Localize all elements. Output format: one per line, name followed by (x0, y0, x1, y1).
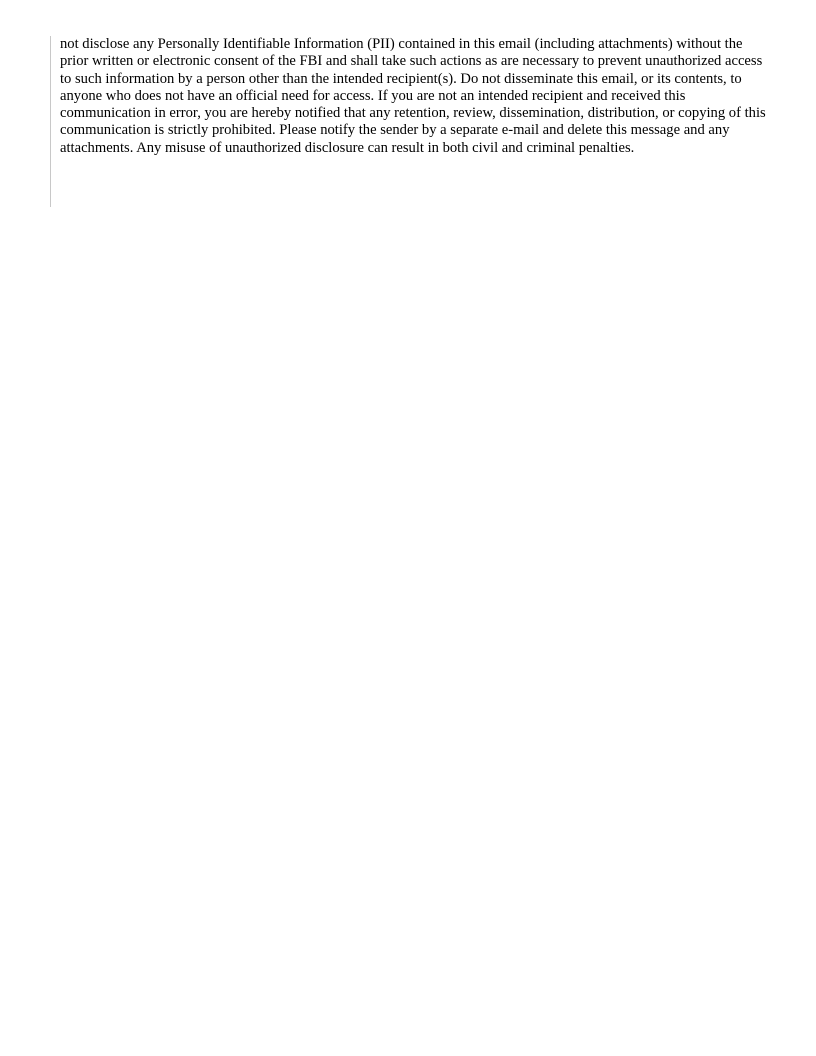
disclaimer-paragraph: not disclose any Personally Identifiable Information (PII) contained in this email (including attachments) without the prior written or electronic consent of the FBI and shall take such actions as are necessary to prevent unauthorized access to such information by a person other than the intended recipient(s). Do not disseminate this email, or its contents, to anyone who does not have an official need for access. If you are not an intended recipient and received this communication in error, you are hereby notified that any retention, review, dissemination, distribution, or copying of this communication is strictly prohibited. Please notify the sender by a separate e-mail and delete this message and any attachments. Any misuse of unauthorized disclosure can result in both civil and criminal penalties. (60, 36, 766, 156)
quoted-email-block (50, 36, 774, 207)
